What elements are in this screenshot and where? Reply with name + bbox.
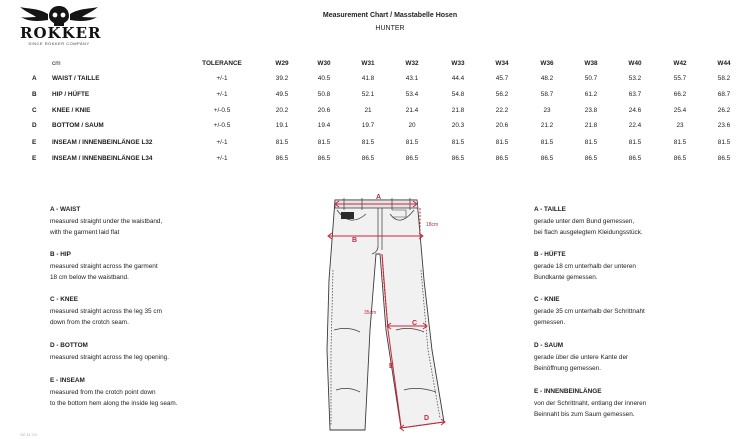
legend-line: 18 cm below the waistband.	[50, 274, 129, 282]
table-cell: 20.6	[495, 122, 509, 129]
row-name: KNEE / KNIE	[52, 107, 91, 114]
legend-block	[50, 204, 162, 239]
table-cell: 39.2	[275, 75, 289, 82]
table-cell: 56.2	[495, 91, 509, 98]
table-cell: 23	[543, 107, 551, 114]
legend-label: B - HÜFTE	[534, 251, 566, 258]
row-letter: B	[32, 91, 37, 98]
table-cell: 19.7	[361, 122, 375, 129]
table-cell: 19.1	[275, 122, 289, 129]
table-cell: 21.8	[451, 107, 465, 114]
table-cell: 21.2	[540, 122, 554, 129]
table-cell: 63.7	[628, 91, 642, 98]
table-cell: 40.5	[317, 75, 331, 82]
table-cell: 81.5	[717, 139, 731, 146]
size-header: W38	[584, 60, 598, 67]
table-cell: 81.5	[495, 139, 509, 146]
table-cell: 86.5	[361, 155, 375, 162]
table-cell: 21.8	[584, 122, 598, 129]
legend-label: B - HIP	[50, 251, 71, 258]
marker-d: D	[424, 415, 430, 422]
table-cell: 81.5	[628, 139, 642, 146]
table-cell: 81.5	[540, 139, 554, 146]
row-name: INSEAM / INNENBEINLÄNGE L32	[52, 139, 153, 146]
legend-label: A - TAILLE	[534, 206, 566, 213]
row-tolerance: +/-1	[216, 155, 228, 162]
legend-block	[534, 249, 636, 284]
row-name: INSEAM / INNENBEINLÄNGE L34	[52, 155, 153, 162]
table-cell: 19.4	[317, 122, 331, 129]
size-header: W34	[495, 60, 509, 67]
table-cell: 20.6	[317, 107, 331, 114]
table-cell: 81.5	[673, 139, 687, 146]
table-cell: 86.5	[673, 155, 687, 162]
footer-code: SZ 11 '24	[20, 432, 37, 437]
legend-block	[50, 375, 178, 410]
table-cell: 22.4	[628, 122, 642, 129]
legend-label: C - KNEE	[50, 296, 79, 303]
legend-label: D - SAUM	[534, 342, 564, 349]
table-cell: 41.8	[361, 75, 375, 82]
table-cell: 20	[408, 122, 416, 129]
marker-a: A	[376, 194, 382, 201]
size-header: W31	[361, 60, 375, 67]
size-header: W33	[451, 60, 465, 67]
table-cell: 23	[676, 122, 684, 129]
marker-c: C	[412, 320, 418, 327]
row-tolerance: +/-0.5	[213, 107, 231, 114]
row-tolerance: +/-1	[216, 75, 228, 82]
legend-block	[50, 340, 169, 363]
jeans-diagram	[300, 190, 460, 439]
table-cell: 61.2	[584, 91, 598, 98]
table-cell: 86.5	[275, 155, 289, 162]
table-cell: 58.2	[717, 75, 731, 82]
row-letter: E	[32, 155, 37, 162]
table-cell: 43.1	[405, 75, 419, 82]
table-cell: 23.6	[717, 122, 731, 129]
table-cell: 81.5	[584, 139, 598, 146]
table-cell: 20.2	[275, 107, 289, 114]
legend-line: Beinnaht bis zum Saum gemessen.	[534, 411, 635, 419]
size-header: W32	[405, 60, 419, 67]
knee-drop-label: 35cm	[364, 310, 377, 316]
table-cell: 86.5	[317, 155, 331, 162]
hip-drop-label: 18cm	[426, 222, 439, 228]
legend-line: gemessen.	[534, 319, 566, 327]
jeans-outline	[327, 200, 444, 430]
table-cell: 81.5	[451, 139, 465, 146]
row-name: BOTTOM / SAUM	[52, 122, 104, 129]
row-letter: C	[32, 107, 37, 114]
table-cell: 23.8	[584, 107, 598, 114]
table-cell: 45.7	[495, 75, 509, 82]
table-cell: 44.4	[451, 75, 465, 82]
legend-line: measured straight under the waistband,	[50, 217, 163, 225]
row-tolerance: +/-1	[216, 91, 228, 98]
table-cell: 86.5	[717, 155, 731, 162]
legend-label: D - BOTTOM	[50, 342, 88, 349]
row-name: WAIST / TAILLE	[52, 75, 100, 82]
legend-block	[50, 294, 162, 329]
brand-wordmark: ROKKER	[20, 24, 102, 42]
table-cell: 52.1	[361, 91, 375, 98]
brand-tagline: SINCE ROKKER COMPANY	[28, 41, 90, 46]
table-cell: 48.2	[540, 75, 554, 82]
table-cell: 53.4	[405, 91, 419, 98]
legend-label: C - KNIE	[534, 296, 560, 303]
legend-line: gerade 35 cm unterhalb der Schrittnaht	[534, 307, 645, 315]
legend-line: measured straight across the leg 35 cm	[50, 307, 162, 315]
table-cell: 50.8	[317, 91, 331, 98]
size-header: W42	[673, 60, 687, 67]
row-name: HIP / HÜFTE	[52, 91, 90, 98]
table-cell: 24.6	[628, 107, 642, 114]
table-cell: 86.5	[495, 155, 509, 162]
table-cell: 55.7	[673, 75, 687, 82]
unit-label: cm	[52, 60, 61, 67]
table-cell: 21.4	[405, 107, 419, 114]
legend-line: down from the crotch seam.	[50, 319, 129, 327]
size-header: W29	[275, 60, 289, 67]
legend-block	[50, 249, 158, 284]
legend-label: E - INNENBEINLÄNGE	[534, 388, 602, 395]
table-cell: 86.5	[628, 155, 642, 162]
marker-b: B	[352, 237, 358, 244]
table-cell: 49.5	[275, 91, 289, 98]
legend-line: gerade über die untere Kante der	[534, 353, 629, 361]
model-name: HUNTER	[375, 25, 405, 32]
table-cell: 81.5	[405, 139, 419, 146]
legend-line: measured from the crotch point down	[50, 388, 156, 396]
table-cell: 53.2	[628, 75, 642, 82]
table-cell: 22.2	[495, 107, 509, 114]
table-cell: 81.5	[275, 139, 289, 146]
table-cell: 68.7	[717, 91, 731, 98]
legend-block	[534, 294, 645, 329]
row-letter: D	[32, 122, 37, 129]
row-letter: A	[32, 75, 37, 82]
table-cell: 66.2	[673, 91, 687, 98]
size-header: W44	[717, 60, 731, 67]
legend-label: E - INSEAM	[50, 377, 85, 384]
table-cell: 86.5	[405, 155, 419, 162]
legend-block	[534, 340, 628, 375]
legend-line: gerade 18 cm unterhalb der unteren	[534, 262, 636, 270]
legend-line: to the bottom hem along the inside leg seam.	[50, 400, 178, 408]
row-tolerance: +/-1	[216, 139, 228, 146]
page-title: Measurement Chart / Masstabelle Hosen	[322, 12, 458, 19]
legend-label: A - WAIST	[50, 206, 81, 213]
table-cell: 25.4	[673, 107, 687, 114]
legend-line: measured straight across the leg opening.	[50, 353, 170, 361]
table-cell: 81.5	[317, 139, 331, 146]
size-header: W36	[540, 60, 554, 67]
tolerance-header: TOLERANCE	[202, 60, 242, 67]
table-cell: 20.3	[451, 122, 465, 129]
table-cell: 81.5	[361, 139, 375, 146]
legend-line: von der Schrittnaht, entlang der inneren	[534, 399, 647, 407]
table-cell: 21	[364, 107, 372, 114]
table-cell: 86.5	[584, 155, 598, 162]
table-cell: 26.2	[717, 107, 731, 114]
table-cell: 50.7	[584, 75, 598, 82]
brand-logo	[14, 4, 104, 48]
legend-line: bei flach ausgelegtem Kleidungsstück.	[534, 229, 643, 237]
table-cell: 58.7	[540, 91, 554, 98]
size-header: W30	[317, 60, 331, 67]
legend-block	[534, 386, 646, 421]
legend-line: Beinöffnung gemessen.	[534, 365, 602, 373]
table-cell: 86.5	[540, 155, 554, 162]
table-cell: 54.8	[451, 91, 465, 98]
legend-line: gerade unter dem Bund gemessen,	[534, 217, 635, 225]
row-letter: E	[32, 139, 37, 146]
row-tolerance: +/-0.5	[213, 122, 231, 129]
legend-line: Bundkante gemessen.	[534, 274, 598, 282]
table-cell: 86.5	[451, 155, 465, 162]
legend-line: with the garment laid flat	[50, 229, 120, 237]
size-header: W40	[628, 60, 642, 67]
marker-e: E	[389, 363, 394, 370]
legend-line: measured straight across the garment	[50, 262, 158, 270]
legend-block	[534, 204, 643, 239]
